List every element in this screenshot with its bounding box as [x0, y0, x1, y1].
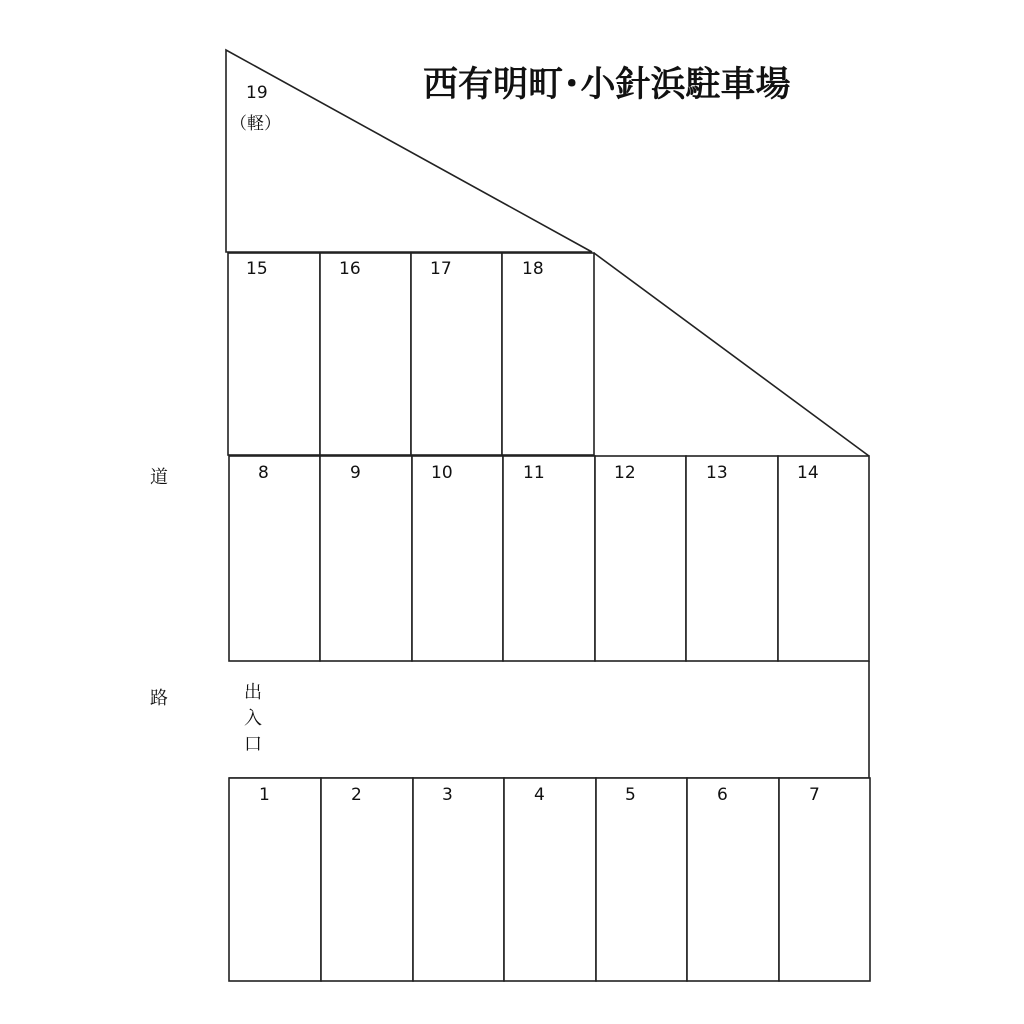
upper-row [228, 253, 594, 455]
space-17 [411, 253, 502, 455]
space-label-15: 15 [246, 259, 268, 279]
space-label-14: 14 [797, 463, 819, 483]
space-12 [595, 456, 686, 661]
space-label-8: 8 [258, 463, 269, 483]
space-label-11: 11 [523, 463, 545, 483]
space-19-number: 19 [246, 83, 268, 103]
space-11 [503, 456, 595, 661]
space-label-5: 5 [625, 785, 636, 805]
space-6 [687, 778, 779, 981]
space-2 [321, 778, 413, 981]
space-label-18: 18 [522, 259, 544, 279]
space-label-12: 12 [614, 463, 636, 483]
space-14 [778, 456, 869, 661]
middle-row [229, 456, 869, 661]
space-16 [320, 253, 411, 455]
space-4 [504, 778, 596, 981]
entrance-label-2: 入 [244, 708, 262, 729]
entrance-label-1: 出 [244, 682, 262, 703]
bottom-row [229, 778, 870, 981]
road-label-1: 道 [150, 467, 168, 488]
space-9 [320, 456, 412, 661]
road-label-2: 路 [150, 688, 168, 709]
page-title: 西有明町･小針浜駐車場 [423, 65, 791, 105]
space-3 [413, 778, 504, 981]
space-label-6: 6 [717, 785, 728, 805]
space-19-note: （軽） [230, 114, 281, 134]
space-label-1: 1 [259, 785, 270, 805]
space-10 [412, 456, 503, 661]
space-label-10: 10 [431, 463, 453, 483]
space-label-17: 17 [430, 259, 452, 279]
space-18 [502, 253, 594, 455]
lot-boundary-diagonal [594, 253, 869, 456]
space-7 [779, 778, 870, 981]
space-label-9: 9 [350, 463, 361, 483]
space-8 [229, 456, 320, 661]
entrance-label-3: 口 [244, 734, 262, 755]
space-label-2: 2 [351, 785, 362, 805]
space-label-13: 13 [706, 463, 728, 483]
space-label-16: 16 [339, 259, 361, 279]
space-label-7: 7 [809, 785, 820, 805]
space-13 [686, 456, 778, 661]
space-15 [228, 253, 320, 455]
space-label-3: 3 [442, 785, 453, 805]
space-5 [596, 778, 687, 981]
space-1 [229, 778, 321, 981]
space-label-4: 4 [534, 785, 545, 805]
